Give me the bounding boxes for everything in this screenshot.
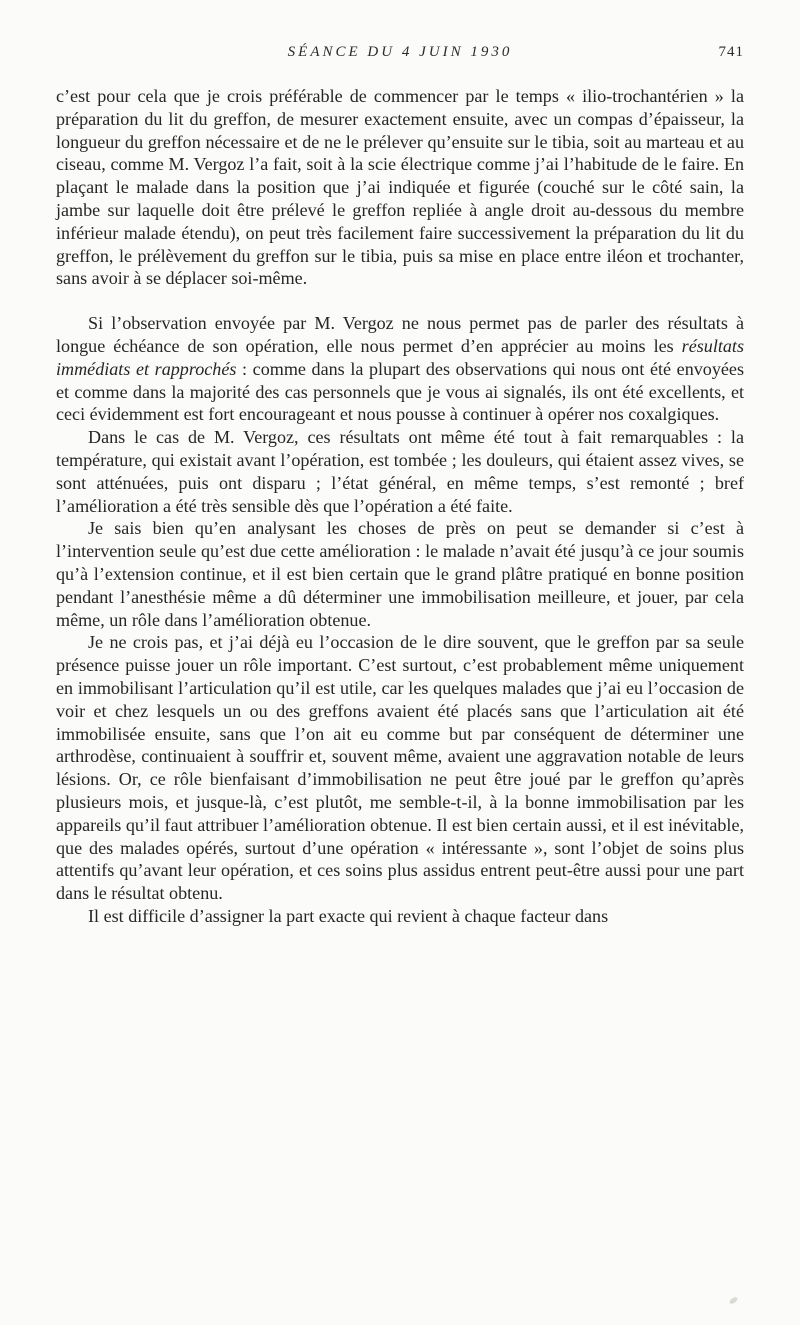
paragraph-text: Si l’observation envoyée par M. Vergoz ne nous permet pas de parler des résultats à longue échéance de son opération, elle nous permet d’en apprécier au moins les <box>56 313 744 356</box>
paper-speck <box>728 1296 738 1305</box>
paragraph-text: Je ne crois pas, et j’ai déjà eu l’occasion de le dire souvent, que le greffon par sa seule présence puisse jouer un rôle important. C’est surtout, c’est probablement même uniquement en immobilisant l’articulation qu’il est utile, car les quelques malades que j’ai eu l’occasion de voir et chez lesquels un ou des greffons avaient été placés sans que l’articulation ait été immobilisée ensuite, sans que l’on ait eu comme but par conséquent de déterminer une arthrodèse, continuaient à souffrir et, souvent même, avaient une aggravation notable de leurs lésions. Or, ce rôle bienfaisant d’immobilisation ne peut être joué par le greffon qu’après plusieurs mois, et jusque-là, c’est plutôt, me semble-t-il, à la bonne immobilisation par les appareils qu’il faut attribuer l’amélioration obtenue. Il est bien certain aussi, et il est inévitable, que des malades opérés, surtout d’une opération « intéressante », sont l’objet de soins plus attentifs qu’avant leur opération, et ces soins plus assidus entrent peut-être aussi pour une part dans le résultat obtenu. <box>56 632 744 904</box>
running-head <box>56 44 744 70</box>
paragraph-text: Dans le cas de M. Vergoz, ces résultats ont même été tout à fait remarquables : la température, qui existait avant l’opération, est tombée ; les douleurs, qui étaient assez vives, se sont atténuées, puis ont disparu ; l’état général, en même temps, s’est remonté ; bref l’amélioration a été très sensible dès que l’opération a été faite. <box>56 427 744 516</box>
paragraph-gap <box>56 290 744 312</box>
running-title: SÉANCE DU 4 JUIN 1930 <box>287 44 513 60</box>
paragraph-text: c’est pour cela que je crois préférable de commencer par le temps « ilio-trochantérien » la préparation du lit du greffon, de mesurer exactement ensuite, avec un compas d’épaisseur, la longueur du greffon nécessaire et de ne le prélever qu’ensuite sur le tibia, soit au marteau et au ciseau, comme M. Vergoz l’a fait, soit à la scie électrique comme j’ai l’habitude de le faire. En plaçant le malade dans la position que j’ai indiquée et figurée (couché sur le côté sain, la jambe sur laquelle doit être prélevé le greffon repliée à angle droit au-dessous du membre inférieur malade étendu), on peut très facilement faire successivement la préparation du lit du greffon, le prélèvement du greffon sur le tibia, puis sa mise en place entre iléon et trochanter, sans avoir à se déplacer soi-même. <box>56 86 744 289</box>
paragraph-text: Il est difficile d’assigner la part exacte qui revient à chaque facteur dans <box>88 905 609 926</box>
italic-emphasis: résultats immédiats et rapprochés <box>56 335 744 379</box>
paragraph-role-greffon <box>56 631 744 905</box>
body-text <box>56 85 744 928</box>
paragraph-resultats <box>56 312 744 426</box>
paragraph-analyse <box>56 517 744 631</box>
paragraph-cas-vergoz <box>56 426 744 517</box>
paragraph-text: Je sais bien qu’en analysant les choses de près on peut se demander si c’est à l’intervention seule qu’est due cette amélioration : le malade n’avait été jusqu’à ce jour soumis qu’à l’extension continue, et il est bien certain que le grand plâtre pratiqué en bonne position pendant l’anesthésie même a dû déterminer une immobilisation meilleure, et jouer, par cela même, un rôle dans l’amélioration obtenue. <box>56 518 744 630</box>
paragraph-text: : comme dans la plupart des observations qui nous ont été envoyées et comme dans la majorité des cas personnels que je vous ai signalés, ils ont été excellents, et ceci évidemment est fort encourageant et nous pousse à continuer à opérer nos coxalgiques. <box>56 358 744 425</box>
paragraph-conclusion <box>56 905 744 928</box>
page-number: 741 <box>718 44 744 60</box>
paragraph-greffon-technique <box>56 85 744 290</box>
